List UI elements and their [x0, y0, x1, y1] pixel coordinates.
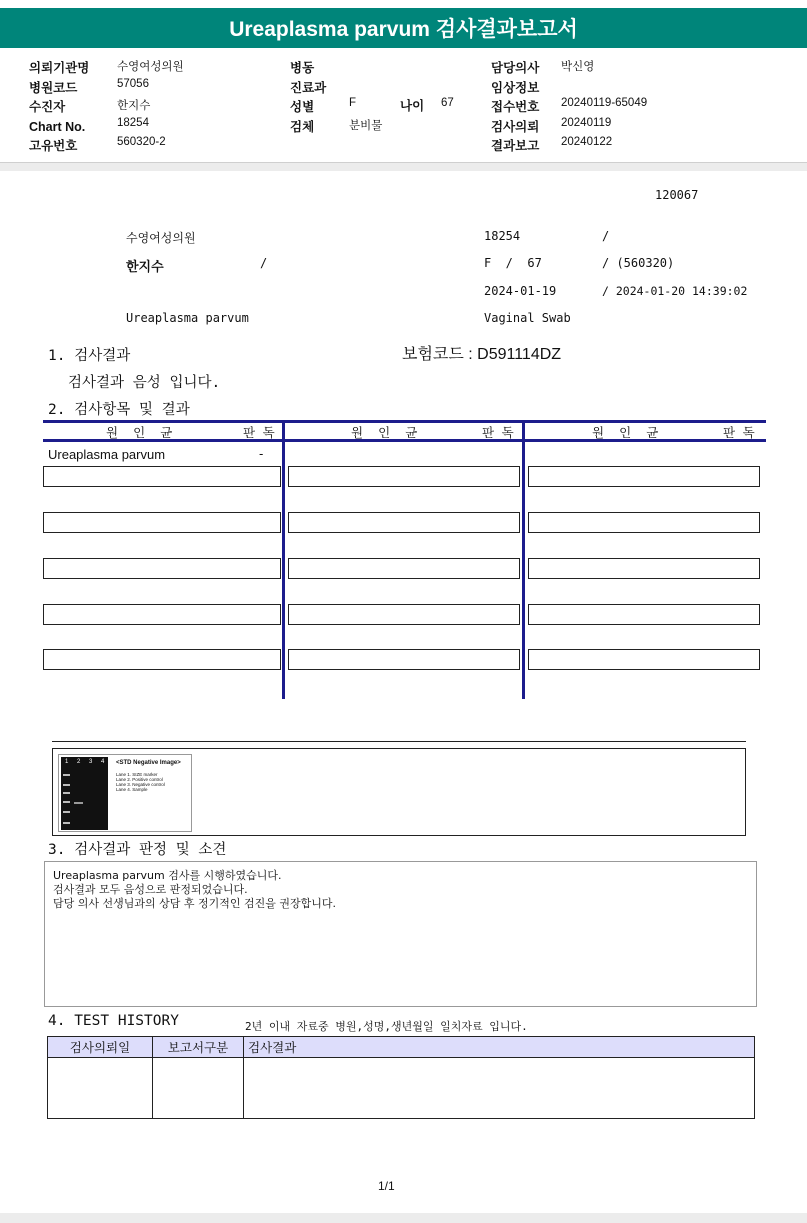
- empty-result-cell: [528, 558, 760, 579]
- result-pathogen: Ureaplasma parvum: [48, 447, 166, 462]
- history-cell: [244, 1058, 755, 1119]
- report-code: 120067: [655, 188, 699, 202]
- header-value: 분비물: [349, 119, 383, 132]
- header-value: 박신영: [561, 61, 595, 73]
- section-2-title: 2. 검사항목 및 결과: [48, 402, 190, 418]
- result-judgement: -: [259, 446, 264, 461]
- header-label: 결과보고: [491, 139, 540, 153]
- header-field-sex: [290, 96, 470, 116]
- empty-result-cell: [528, 604, 760, 625]
- header-column-2: [290, 57, 470, 135]
- empty-result-cell: [288, 512, 520, 533]
- empty-result-cell: [43, 512, 281, 533]
- clinic-name: 수영여성의원: [126, 231, 196, 245]
- empty-result-cell: [288, 466, 520, 487]
- header-value: 20240119: [561, 116, 612, 129]
- gel-band: [74, 802, 83, 804]
- gel-caption-line: Lane 2. Positive control: [116, 777, 163, 782]
- page-number: 1/1: [378, 1179, 395, 1193]
- header-field-unique-no: [29, 135, 209, 155]
- column-header-pathogen: 원 인 균: [351, 425, 418, 440]
- gel-caption-line: Lane 4. Sample: [116, 787, 148, 792]
- request-date: 2024-01-19: [484, 284, 557, 298]
- header-value: 18254: [117, 116, 149, 129]
- header-field-request-date: [491, 116, 691, 136]
- gel-caption-line: Lane 3. Negative control: [116, 782, 165, 787]
- gel-band: [63, 774, 70, 776]
- table-column-divider: [522, 420, 525, 699]
- sex-age: F / 67: [484, 256, 542, 270]
- history-column-header: 검사결과: [244, 1037, 755, 1058]
- specimen-type: Vaginal Swab: [484, 311, 571, 325]
- header-field-hospital-code: [29, 77, 209, 97]
- history-cell: [48, 1058, 153, 1119]
- empty-result-cell: [528, 649, 760, 670]
- opinion-line: 검사결과 모두 음성으로 판정되었습니다.: [53, 883, 248, 896]
- footer-bar: [0, 1213, 807, 1223]
- opinion-box: [44, 861, 757, 1007]
- header-field-clinic: [29, 57, 209, 77]
- gel-lane-number: 1: [65, 759, 69, 765]
- header-column-1: [29, 57, 209, 155]
- header-label: 임상정보: [491, 80, 540, 95]
- gel-electrophoresis-photo: [61, 757, 108, 830]
- history-column-header: 검사의뢰일: [48, 1037, 153, 1058]
- section-1-title: 1. 검사결과: [48, 348, 131, 364]
- history-cell: [153, 1058, 244, 1119]
- header-label: 검사의뢰: [491, 119, 540, 134]
- opinion-line: Ureaplasma parvum 검사를 시행하였습니다.: [53, 869, 282, 882]
- empty-result-cell: [43, 558, 281, 579]
- header-field-receipt-no: [491, 96, 691, 116]
- column-header-judgement: 판 독: [482, 425, 514, 440]
- header-field-specimen: [290, 116, 470, 136]
- history-row: [48, 1058, 755, 1119]
- gel-band: [63, 811, 70, 813]
- header-field-patient: [29, 96, 209, 116]
- header-age-value: 67: [441, 97, 454, 109]
- header-label: 담당의사: [491, 61, 540, 75]
- column-header-judgement: 판 독: [243, 425, 275, 440]
- test-name: Ureaplasma parvum: [126, 311, 249, 325]
- gel-band: [63, 822, 70, 824]
- empty-result-cell: [528, 512, 760, 533]
- table-column-divider: [282, 420, 285, 699]
- header-value: 수영여성의원: [117, 61, 184, 73]
- chart-number: 18254: [484, 229, 521, 243]
- insurance-code: 보험코드 : D591114DZ: [402, 346, 562, 363]
- report-title: Ureaplasma parvum 검사결과보고서: [0, 8, 807, 48]
- gel-band: [63, 792, 70, 794]
- header-label: 고유번호: [29, 139, 78, 153]
- gel-caption-line: Lane 1. SIZE marker: [116, 772, 158, 777]
- gel-lane-number: 4: [101, 759, 105, 765]
- patient-id-short: / (560320): [602, 256, 675, 270]
- empty-result-cell: [288, 558, 520, 579]
- header-value: 57056: [117, 77, 149, 90]
- header-label: 성별: [290, 100, 315, 114]
- history-note: 2년 이내 자료중 병원,성명,생년월일 일치자료 입니다.: [245, 1020, 528, 1033]
- history-column-header: 보고서구분: [153, 1037, 244, 1058]
- header-label: 접수번호: [491, 100, 540, 114]
- slash: /: [602, 229, 610, 243]
- empty-result-cell: [528, 466, 760, 487]
- header-age-label: 나이: [400, 99, 425, 113]
- slash: /: [260, 256, 268, 270]
- empty-result-cell: [43, 466, 281, 487]
- header-value: 20240119-65049: [561, 97, 648, 109]
- header-field-clinical-info: [491, 77, 691, 97]
- header-label: 검체: [290, 119, 315, 134]
- header-field-ward: [290, 57, 470, 77]
- gel-caption: [116, 772, 165, 792]
- opinion-line: 담당 의사 선생님과의 상담 후 정기적인 검진을 권장합니다.: [53, 897, 336, 910]
- gel-band: [63, 801, 70, 803]
- header-value: 560320-2: [117, 136, 166, 148]
- empty-result-cell: [43, 604, 281, 625]
- header-label: 병원코드: [29, 80, 78, 95]
- column-header-judgement: 판 독: [723, 425, 755, 440]
- header-label: 수진자: [29, 100, 66, 114]
- header-field-department: [290, 77, 470, 97]
- gel-top-rule: [52, 741, 746, 742]
- received-time: / 2024-01-20 14:39:02: [602, 284, 748, 298]
- header-value: 한지수: [117, 100, 151, 112]
- gel-lane-number: 2: [77, 759, 81, 765]
- header-value: F: [349, 97, 357, 109]
- column-header-pathogen: 원 인 균: [592, 425, 659, 440]
- section-4-title: 4. TEST HISTORY: [48, 1013, 179, 1029]
- section-3-title: 3. 검사결과 판정 및 소견: [48, 842, 227, 858]
- header-label: Chart No.: [29, 119, 86, 134]
- empty-result-cell: [288, 649, 520, 670]
- header-separator: [0, 162, 807, 171]
- patient-name: 한지수: [126, 260, 164, 275]
- gel-band: [63, 784, 70, 786]
- header-label: 진료과: [290, 80, 327, 95]
- empty-result-cell: [288, 604, 520, 625]
- history-header-row: [48, 1037, 755, 1058]
- column-header-pathogen: 원 인 균: [106, 425, 173, 440]
- header-label: 병동: [290, 61, 315, 75]
- header-column-3: [491, 57, 691, 155]
- header-value: 20240122: [561, 136, 613, 148]
- header-field-report-date: [491, 135, 691, 155]
- empty-result-cell: [43, 649, 281, 670]
- header-field-chart-no: [29, 116, 209, 136]
- gel-caption-title: <STD Negative Image>: [116, 760, 181, 766]
- header-field-doctor: [491, 57, 691, 77]
- result-summary: 검사결과 음성 입니다.: [68, 375, 221, 391]
- header-label: 의뢰기관명: [29, 61, 90, 75]
- history-table: [47, 1036, 755, 1119]
- gel-lane-number: 3: [89, 759, 93, 765]
